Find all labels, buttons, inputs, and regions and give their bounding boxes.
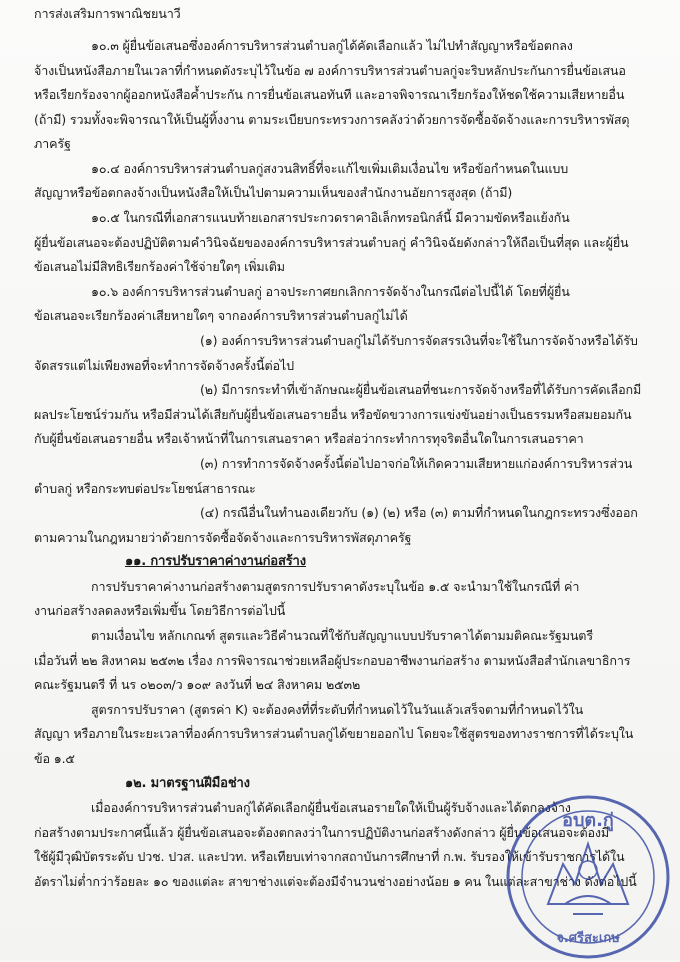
text-line: สัญญา หรือภายในระยะเวลาที่องค์การบริหารส่วนตำบลกู่ได้ขยายออกไป โดยจะใช้สูตรของทางราชการที่ได้ระบุใน <box>34 726 634 741</box>
text-line: ตามความในกฎหมายว่าด้วยการจัดซื้อจัดจ้างและการบริหารพัสดุภาครัฐ <box>34 530 412 545</box>
text-line: อัตราไม่ต่ำกว่าร้อยละ ๑๐ ของแต่ละ สาขาช่างแต่จะต้องมีจำนวนช่างอย่างน้อย ๑ คน ในแต่ละสาขาช่าง ดังต่อไปนี้ <box>34 874 637 889</box>
text-line: ผู้ยื่นข้อเสนอจะต้องปฏิบัติตามคำวินิจฉัยขององค์การบริหารส่วนตำบลกู่ คำวินิจฉัยดังกล่าวให้ถือเป็นที่สุด และผู้ยื่น <box>34 235 629 250</box>
text-line: ตามเงื่อนไข หลักเกณฑ์ สูตรและวิธีคำนวณที่ใช้กับสัญญาแบบปรับราคาได้ตามมติคณะรัฐมนตรี <box>91 628 593 643</box>
text-line: (๒) มีการกระทำที่เข้าลักษณะผู้ยื่นข้อเสนอที่ชนะการจัดจ้างหรือที่ได้รับการคัดเลือกมี <box>200 382 642 397</box>
text-line: การปรับราคาค่างานก่อสร้างตามสูตรการปรับราคาดังระบุในข้อ ๑.๕ จะนำมาใช้ในกรณีที่ ค่า <box>91 579 580 594</box>
official-seal-icon <box>503 792 673 962</box>
text-line: ๑๐.๖ องค์การบริหารส่วนตำบลกู่ อาจประกาศยกเลิกการจัดจ้างในกรณีต่อไปนี้ได้ โดยที่ผู้ยื่น <box>91 284 570 299</box>
text-line: จัดสรรแต่ไม่เพียงพอที่จะทำการจัดจ้างครั้งนี้ต่อไป <box>34 358 294 373</box>
text-line: (๑) องค์การบริหารส่วนตำบลกู่ไม่ได้รับการจัดสรรเงินที่จะใช้ในการจัดจ้างหรือได้รับ <box>200 333 638 348</box>
section-heading: ๑๑. การปรับราคาค่างานก่อสร้าง <box>125 554 306 569</box>
text-line: (ถ้ามี) รวมทั้งจะพิจารณาให้เป็นผู้ทิ้งงาน ตามระเบียบกระทรวงการคลังว่าด้วยการจัดซื้อจัดจ้างและการบริหารพัสดุ <box>34 112 630 127</box>
text-line: (๓) การทำการจัดจ้างครั้งนี้ต่อไปอาจก่อให้เกิดความเสียหายแก่องค์การบริหารส่วน <box>200 456 633 471</box>
section-heading: ๑๒. มาตรฐานฝีมือช่าง <box>125 776 250 791</box>
text-line: ข้อเสนอจะเรียกร้องค่าเสียหายใดๆ จากองค์การบริหารส่วนตำบลกู่ไม่ได้ <box>34 308 408 323</box>
text-line: (๔) กรณีอื่นในทำนองเดียวกับ (๑) (๒) หรือ (๓) ตามที่กำหนดในกฎกระทรวงซึ่งออก <box>200 505 638 520</box>
text-line: งานก่อสร้างลดลงหรือเพิ่มขึ้น โดยวิธีการต่อไปนี้ <box>34 603 286 618</box>
text-line: ตำบลกู่ หรือกระทบต่อประโยชน์สาธารณะ <box>34 481 256 496</box>
text-line: ใช้ผู้มีวุฒิบัตรระดับ ปวช. ปวส. และปวท. หรือเทียบเท่าจากสถาบันการศึกษาที่ ก.พ. รับรองให้เข้ารับราชการได้ใน <box>34 849 625 864</box>
text-line: กับผู้ยื่นข้อเสนอรายอื่น หรือเจ้าหน้าที่ในการเสนอราคา หรือส่อว่ากระทำการทุจริตอื่นใดในการเสนอราคา <box>34 431 584 446</box>
text-line: ๑๐.๕ ในกรณีที่เอกสารแนบท้ายเอกสารประกวดราคาอิเล็กทรอนิกส์นี้ มีความขัดหรือแย้งกัน <box>91 210 570 225</box>
text-line: คณะรัฐมนตรี ที่ นร ๐๒๐๓/ว ๑๐๙ ลงวันที่ ๒๔ สิงหาคม ๒๕๓๒ <box>34 677 361 692</box>
text-line: ภาครัฐ <box>34 136 71 151</box>
text-line: ๑๐.๓ ผู้ยื่นข้อเสนอซึ่งองค์การบริหารส่วนตำบลกู่ได้คัดเลือกแล้ว ไม่ไปทำสัญญาหรือข้อตกลง <box>91 38 573 53</box>
text-line: เมื่อองค์การบริหารส่วนตำบลกู่ได้คัดเลือกผู้ยื่นข้อเสนอรายใดให้เป็นผู้รับจ้างและได้ตกลงจ้าง <box>91 800 571 815</box>
text-line: สูตรการปรับราคา (สูตรค่า K) จะต้องคงที่ที่ระดับที่กำหนดไว้ในวันแล้วเสร็จตามที่กำหนดไว้ใน <box>91 702 584 717</box>
text-line: ข้อเสนอไม่มีสิทธิเรียกร้องค่าใช้จ่ายใดๆ เพิ่มเติม <box>34 259 285 274</box>
text-line: ผลประโยชน์ร่วมกัน หรือมีส่วนได้เสียกับผู้ยื่นข้อเสนอรายอื่น หรือขัดขวางการแข่งขันอย่างเป็นธรรมหรือสมยอมกัน <box>34 407 632 422</box>
text-line: หรือเรียกร้องจากผู้ออกหนังสือค้ำประกัน การยื่นข้อเสนอทันที และอาจพิจารณาเรียกร้องให้ชดใช้ความเสียหายอื่น <box>34 87 625 102</box>
text-line: สัญญาหรือข้อตกลงจ้างเป็นหนังสือให้เป็นไปตามความเห็นของสำนักงานอัยการสูงสุด (ถ้ามี) <box>34 185 513 200</box>
text-line: จ้างเป็นหนังสือภายในเวลาที่กำหนดดังระบุไว้ในข้อ ๗ องค์การบริหารส่วนตำบลกู่จะริบหลักประกันการยื่นข้อเสนอ <box>34 63 626 78</box>
section-header: การส่งเสริมการพาณิชยนาวี <box>34 6 181 21</box>
seal-text-top: อบต.กู่ <box>562 810 614 831</box>
seal-text-bottom: จ.ศรีสะเกษ <box>556 931 620 946</box>
text-line: ๑๐.๔ องค์การบริหารส่วนตำบลกู่สงวนสิทธิ์ที่จะแก้ไขเพิ่มเติมเงื่อนไข หรือข้อกำหนดในแบบ <box>91 161 569 176</box>
text-line: ก่อสร้างตามประกาศนี้แล้ว ผู้ยื่นข้อเสนอจะต้องตกลงว่าในการปฏิบัติงานก่อสร้างดังกล่าว ผู้ยื่นข้อเสนอจะต้องมี <box>34 825 610 840</box>
text-line: ข้อ ๑.๕ <box>34 751 75 766</box>
text-line: เมื่อวันที่ ๒๒ สิงหาคม ๒๕๓๒ เรื่อง การพิจารณาช่วยเหลือผู้ประกอบอาชีพงานก่อสร้าง ตามหนังสือสำนักเลขาธิการ <box>34 653 631 668</box>
